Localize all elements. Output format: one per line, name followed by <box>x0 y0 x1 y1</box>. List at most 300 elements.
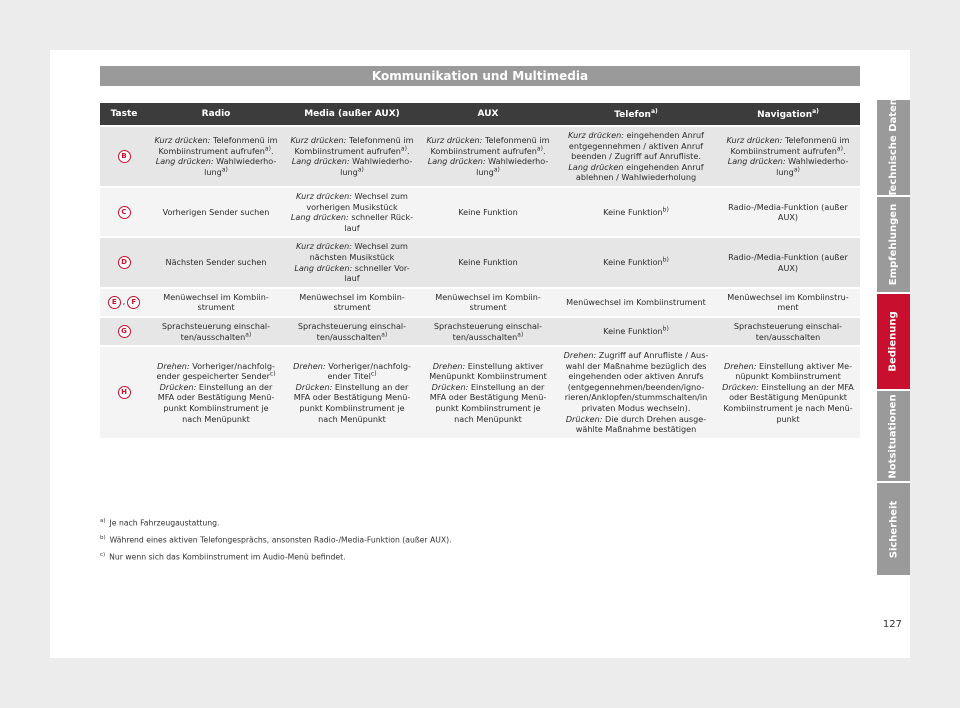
column-header <box>148 103 284 125</box>
cell-line <box>721 156 855 167</box>
cell-line <box>289 135 415 146</box>
cell-line <box>289 392 415 403</box>
side-tab-sicherheit[interactable] <box>877 483 910 575</box>
cell-line <box>561 297 711 308</box>
footnote-marker: b) <box>662 206 669 214</box>
cell-line <box>721 382 855 393</box>
action-label: Lang drücken: <box>155 156 214 167</box>
cell-text: nächsten Musikstück <box>309 251 395 262</box>
cell-line <box>425 414 551 425</box>
cell-line <box>153 414 279 425</box>
side-tab-label: Technische Daten <box>888 98 899 197</box>
action-label: Drücken: <box>565 413 603 424</box>
cell-line <box>425 292 551 303</box>
cell-line <box>153 371 279 382</box>
cell-text: Telefonmenü im <box>210 135 278 146</box>
footnotes <box>100 514 860 565</box>
column-header-label: AUX <box>477 109 499 119</box>
table-cell <box>420 347 556 438</box>
cell-text: Zugriff auf Anrufliste / Aus- <box>596 350 709 361</box>
cell-text: Wahlwiederho- <box>349 156 413 167</box>
action-label: Drehen: <box>293 360 326 371</box>
cell-line <box>561 392 711 403</box>
cell-line <box>561 130 711 141</box>
cell-line <box>289 263 415 274</box>
cell-text: Sprachsteuerung einschal- <box>733 320 843 331</box>
cell-text: wahl der Maßnahme bezüglich des <box>565 360 707 371</box>
action-label: Drücken: <box>295 381 333 392</box>
key-cell <box>100 347 148 438</box>
cell-text: eingehenden oder aktiven Anrufs <box>568 371 704 382</box>
cell-line <box>721 332 855 343</box>
cell-line <box>721 302 855 313</box>
footnote-marker: a) <box>793 166 800 174</box>
key-cell <box>100 127 148 186</box>
footnote-mark: b) <box>100 535 106 542</box>
cell-text: ten/ausschalten <box>452 331 518 342</box>
cell-line <box>721 135 855 146</box>
cell-text: nach Menüpunkt <box>318 413 386 424</box>
cell-line <box>721 212 855 223</box>
cell-text: privaten Modus wechseln). <box>581 403 691 414</box>
cell-text: Einstellung an der <box>332 381 409 392</box>
cell-text: Sprachsteuerung einschal- <box>433 320 543 331</box>
footnote-marker: a) <box>536 145 543 153</box>
footnote-text: Je nach Fahrzeugaustattung. <box>109 518 220 528</box>
table-cell <box>148 347 284 438</box>
cell-text: punkt Kombiinstrument je <box>163 403 269 414</box>
cell-text: rieren/Anklopfen/stummschalten/in <box>564 392 708 403</box>
action-label: Kurz drücken: <box>296 190 352 201</box>
key-cell <box>100 188 148 236</box>
cell-text: Kombiinstrument aufrufen <box>430 145 537 156</box>
cell-line <box>153 156 279 167</box>
cell-text: ment <box>777 302 799 313</box>
action-label: Drehen: <box>563 350 597 361</box>
cell-text: Kombiinstrument aufrufen <box>158 145 265 156</box>
cell-text: Telefonmenü im <box>346 135 414 146</box>
cell-text: . <box>406 145 410 156</box>
cell-text: Menüwechsel im Kombiin- <box>435 291 541 302</box>
column-header-label: Telefon <box>614 110 651 120</box>
table-cell <box>284 289 420 316</box>
key-labels <box>118 206 131 219</box>
action-label: Kurz drücken: <box>567 130 624 140</box>
cell-text: Kombiinstrument je nach Menü- <box>723 403 853 414</box>
cell-text: . <box>542 145 546 156</box>
cell-text: Einstellung an der MFA <box>758 381 854 392</box>
cell-line <box>289 241 415 252</box>
cell-line <box>425 257 551 268</box>
key-cell <box>100 289 148 316</box>
cell-text: schneller Rück- <box>348 212 414 223</box>
column-header <box>716 103 860 125</box>
cell-line <box>289 252 415 263</box>
table-header-row <box>100 103 860 125</box>
cell-line <box>289 321 415 332</box>
cell-text: Keine Funktion <box>458 257 518 268</box>
table-cell <box>420 238 556 286</box>
table-cell <box>716 127 860 186</box>
column-header-label: Navigation <box>757 110 813 120</box>
cell-line <box>289 223 415 234</box>
key-badge: H <box>118 386 131 399</box>
cell-line <box>153 292 279 303</box>
table-cell <box>556 127 716 186</box>
table-cell <box>148 127 284 186</box>
cell-text: Wechsel zum <box>351 190 408 201</box>
table-cell <box>716 188 860 236</box>
cell-text: nüpunkt Kombiinstrument <box>735 371 841 382</box>
cell-line <box>289 332 415 343</box>
cell-text: Radio-/Media-Funktion (außer <box>728 251 848 262</box>
cell-text: Einstellung aktiver Me- <box>756 360 853 371</box>
cell-line <box>561 361 711 372</box>
cell-line <box>425 146 551 157</box>
cell-line <box>153 382 279 393</box>
cell-line <box>289 382 415 393</box>
cell-line <box>561 371 711 382</box>
cell-line <box>153 302 279 313</box>
cell-line <box>289 191 415 202</box>
footnote-marker: a) <box>221 166 228 174</box>
table-cell <box>148 238 284 286</box>
action-label: Drücken: <box>722 381 759 392</box>
cell-text: punkt Kombiinstrument je <box>299 403 405 414</box>
cell-line <box>289 302 415 313</box>
cell-text: Menüwechsel im Kombiin- <box>163 291 269 302</box>
cell-text: Einstellung an der <box>468 381 545 392</box>
footnote-marker: a) <box>381 330 388 338</box>
table-row <box>100 289 860 316</box>
footnote-marker: b) <box>662 325 669 333</box>
key-badge: F <box>127 296 140 309</box>
cell-line <box>561 326 711 337</box>
action-label: Kurz drücken: <box>290 135 347 146</box>
key-badge: G <box>118 325 131 338</box>
action-label: Kurz drücken: <box>426 135 483 146</box>
table-cell <box>556 188 716 236</box>
footnote-marker: a) <box>357 166 364 174</box>
table-cell <box>284 238 420 286</box>
cell-text: Einstellung aktiver <box>465 360 544 371</box>
cell-line <box>153 207 279 218</box>
cell-text: Wahlwiederho- <box>785 156 849 167</box>
cell-line <box>721 292 855 303</box>
footnote-mark: a) <box>100 518 106 524</box>
cell-text: Vorheriger/nachfolg- <box>189 360 275 371</box>
cell-text: strument <box>469 302 507 313</box>
cell-line <box>425 403 551 414</box>
cell-line <box>425 382 551 393</box>
cell-line <box>425 321 551 332</box>
footnote-marker: a) <box>836 145 843 153</box>
action-label: Drücken: <box>159 381 197 392</box>
cell-line <box>721 146 855 157</box>
table-row <box>100 318 860 345</box>
cell-line <box>289 414 415 425</box>
action-label: Lang drücken: <box>291 156 350 167</box>
cell-line <box>153 392 279 403</box>
column-header <box>556 103 716 125</box>
cell-line <box>721 167 855 178</box>
action-label: Lang drücken: <box>290 212 349 223</box>
action-label: Lang drücken <box>568 161 624 172</box>
column-header-label: Radio <box>201 109 231 119</box>
table-cell <box>420 318 556 345</box>
cell-text: Menüwechsel im Kombiin- <box>299 291 405 302</box>
cell-line <box>425 392 551 403</box>
section-header: Kommunikation und Multimedia <box>100 66 860 86</box>
footnote-marker: c) <box>370 370 377 378</box>
cell-line <box>289 273 415 284</box>
key-labels <box>118 325 131 338</box>
cell-line <box>289 146 415 157</box>
cell-line <box>561 207 711 218</box>
table-cell <box>420 188 556 236</box>
table-cell <box>556 318 716 345</box>
cell-text: Keine Funktion <box>603 206 663 217</box>
cell-line <box>153 257 279 268</box>
action-label: Lang drücken: <box>727 156 786 167</box>
cell-text: lung <box>776 167 794 178</box>
footnote-marker: a) <box>650 108 658 115</box>
table-cell <box>148 318 284 345</box>
cell-line <box>153 361 279 372</box>
side-tab-nav <box>877 100 910 577</box>
cell-line <box>289 202 415 213</box>
cell-text: Wahlwiederho- <box>485 156 549 167</box>
table-cell <box>556 289 716 316</box>
cell-text: Sprachsteuerung einschal- <box>297 320 407 331</box>
cell-line <box>721 403 855 414</box>
cell-line <box>425 302 551 313</box>
table-cell <box>556 238 716 286</box>
column-header-label: Media (außer AUX) <box>304 109 400 119</box>
cell-text: . <box>842 145 846 156</box>
table-cell <box>284 318 420 345</box>
cell-line <box>289 403 415 414</box>
key-badge: C <box>118 206 131 219</box>
column-header <box>420 103 556 125</box>
cell-line <box>153 321 279 332</box>
cell-text: MFA oder Bestätigung Menü- <box>293 392 411 403</box>
table-cell <box>716 318 860 345</box>
cell-line <box>561 257 711 268</box>
cell-text: lauf <box>344 222 360 233</box>
cell-text: Sprachsteuerung einschal- <box>161 320 271 331</box>
cell-text: ten/ausschalten <box>180 331 246 342</box>
cell-text: Vorherigen Sender suchen <box>162 206 270 217</box>
cell-text: Telefonmenü im <box>482 135 550 146</box>
cell-line <box>561 172 711 183</box>
cell-text: MFA oder Bestätigung Menü- <box>429 392 547 403</box>
function-table <box>100 101 860 440</box>
table-cell <box>148 289 284 316</box>
side-tab-label: Bedienung <box>888 311 900 372</box>
cell-text: Einstellung an der <box>196 381 273 392</box>
cell-text: ablehnen / Wahlwiederholung <box>575 172 697 183</box>
cell-line <box>721 414 855 425</box>
footnote <box>100 531 860 548</box>
cell-line <box>561 424 711 435</box>
action-label: Lang drücken: <box>294 262 353 273</box>
table-row <box>100 238 860 286</box>
cell-line <box>721 202 855 213</box>
cell-line <box>721 371 855 382</box>
footnote-marker: a) <box>812 108 819 115</box>
table-cell <box>716 347 860 438</box>
cell-text: ten/ausschalten <box>755 331 821 342</box>
cell-line <box>153 332 279 343</box>
table-cell <box>716 238 860 286</box>
cell-line <box>153 135 279 146</box>
side-tab-label: Empfehlungen <box>888 203 900 286</box>
footnote-marker: c) <box>269 370 276 378</box>
table-row <box>100 127 860 186</box>
cell-text: Wahlwiederho- <box>213 156 277 167</box>
key-cell <box>100 238 148 286</box>
side-tab-empfehlungen[interactable] <box>877 197 910 292</box>
cell-text: nach Menüpunkt <box>454 413 522 424</box>
table-cell <box>420 289 556 316</box>
footnote-marker: a) <box>517 330 524 338</box>
cell-text: ender Titel <box>327 371 371 382</box>
cell-line <box>561 141 711 152</box>
cell-line <box>153 403 279 414</box>
cell-line <box>153 167 279 178</box>
key-cell <box>100 318 148 345</box>
table-cell <box>284 127 420 186</box>
cell-text: Menüwechsel im Kombiinstru- <box>727 291 849 302</box>
cell-line <box>721 252 855 263</box>
side-tab-technische-daten[interactable] <box>877 100 910 195</box>
cell-text: strument <box>333 302 371 313</box>
cell-text: MFA oder Bestätigung Menü- <box>157 392 275 403</box>
side-tab-label: Sicherheit <box>888 500 899 558</box>
cell-text: lung <box>340 167 358 178</box>
cell-line <box>425 156 551 167</box>
action-label: Drehen: <box>723 360 757 371</box>
cell-text: Telefonmenü im <box>782 135 850 146</box>
cell-text: AUX) <box>777 212 799 223</box>
key-separator: , <box>122 297 126 307</box>
cell-text: Nächsten Sender suchen <box>165 257 267 268</box>
cell-text: lauf <box>344 273 360 284</box>
cell-text: Keine Funktion <box>603 257 663 268</box>
cell-text: oder Bestätigung Menüpunkt <box>729 392 847 403</box>
action-label: Kurz drücken: <box>154 135 211 146</box>
side-tab-label: Notsituationen <box>888 393 899 479</box>
action-label: Drehen: <box>157 360 190 371</box>
footnote-marker: a) <box>493 166 500 174</box>
cell-line <box>289 156 415 167</box>
cell-text: eingehenden Anruf <box>623 161 704 172</box>
cell-line <box>425 167 551 178</box>
table-row <box>100 347 860 438</box>
table-cell <box>556 347 716 438</box>
cell-text: entgegennehmen / aktiven Anruf <box>568 140 704 151</box>
page-number: 127 <box>882 619 902 630</box>
cell-text: strument <box>197 302 235 313</box>
table-cell <box>148 188 284 236</box>
cell-text: wählte Maßnahme bestätigen <box>575 424 697 435</box>
cell-text: vorherigen Musikstück <box>306 201 398 212</box>
cell-line <box>425 361 551 372</box>
key-badge: E <box>108 296 121 309</box>
side-tab-bedienung[interactable] <box>877 294 910 389</box>
footnote <box>100 514 860 531</box>
key-labels <box>118 256 131 269</box>
cell-line <box>425 135 551 146</box>
cell-text: Kombiinstrument aufrufen <box>730 145 837 156</box>
footnote-mark: c) <box>100 552 106 559</box>
cell-text: Die durch Drehen ausge- <box>602 413 707 424</box>
table-cell <box>420 127 556 186</box>
cell-text: nach Menüpunkt <box>182 413 250 424</box>
action-label: Kurz drücken: <box>296 241 352 252</box>
cell-line <box>289 361 415 372</box>
cell-text: Keine Funktion <box>458 206 518 217</box>
cell-text: lung <box>204 167 222 178</box>
footnote-marker: a) <box>245 330 252 338</box>
cell-text: schneller Vor- <box>352 262 410 273</box>
cell-text: Wechsel zum <box>351 241 408 252</box>
cell-line <box>721 361 855 372</box>
column-header <box>100 103 148 125</box>
cell-line <box>289 212 415 223</box>
cell-line <box>721 392 855 403</box>
cell-text: eingehenden Anruf <box>623 130 705 140</box>
cell-line <box>289 371 415 382</box>
table-row <box>100 188 860 236</box>
cell-line <box>721 263 855 274</box>
cell-text: Kombiinstrument aufrufen <box>294 145 401 156</box>
action-label: Drehen: <box>432 360 466 371</box>
cell-text: lung <box>476 167 494 178</box>
footnote-text: Während eines aktiven Telefongesprächs, ansonsten Radio-/Media-Funktion (außer AUX). <box>109 535 452 545</box>
cell-text: . <box>270 145 274 156</box>
cell-line <box>561 403 711 414</box>
footnote <box>100 548 860 565</box>
cell-line <box>289 167 415 178</box>
action-label: Kurz drücken: <box>726 135 783 146</box>
column-header-label: Taste <box>110 109 138 119</box>
table-cell <box>284 347 420 438</box>
cell-line <box>153 146 279 157</box>
cell-line <box>425 332 551 343</box>
cell-text: Keine Funktion <box>603 326 663 337</box>
cell-line <box>561 162 711 173</box>
action-label: Drücken: <box>431 381 469 392</box>
cell-text: punkt <box>776 413 800 424</box>
cell-text: ten/ausschalten <box>316 331 382 342</box>
footnote-marker: a) <box>264 145 271 153</box>
key-badge: B <box>118 150 131 163</box>
cell-text: Menüwechsel im Kombiinstrument <box>566 297 706 308</box>
footnote-marker: b) <box>662 256 669 264</box>
column-header <box>284 103 420 125</box>
cell-text: ender gespeicherter Sender <box>156 371 270 382</box>
cell-line <box>721 321 855 332</box>
key-labels <box>108 296 141 309</box>
action-label: Lang drücken: <box>427 156 486 167</box>
side-tab-notsituationen[interactable] <box>877 391 910 481</box>
cell-line <box>561 414 711 425</box>
cell-line <box>561 382 711 393</box>
cell-text: Vorheriger/nachfolg- <box>325 360 411 371</box>
key-badge: D <box>118 256 131 269</box>
